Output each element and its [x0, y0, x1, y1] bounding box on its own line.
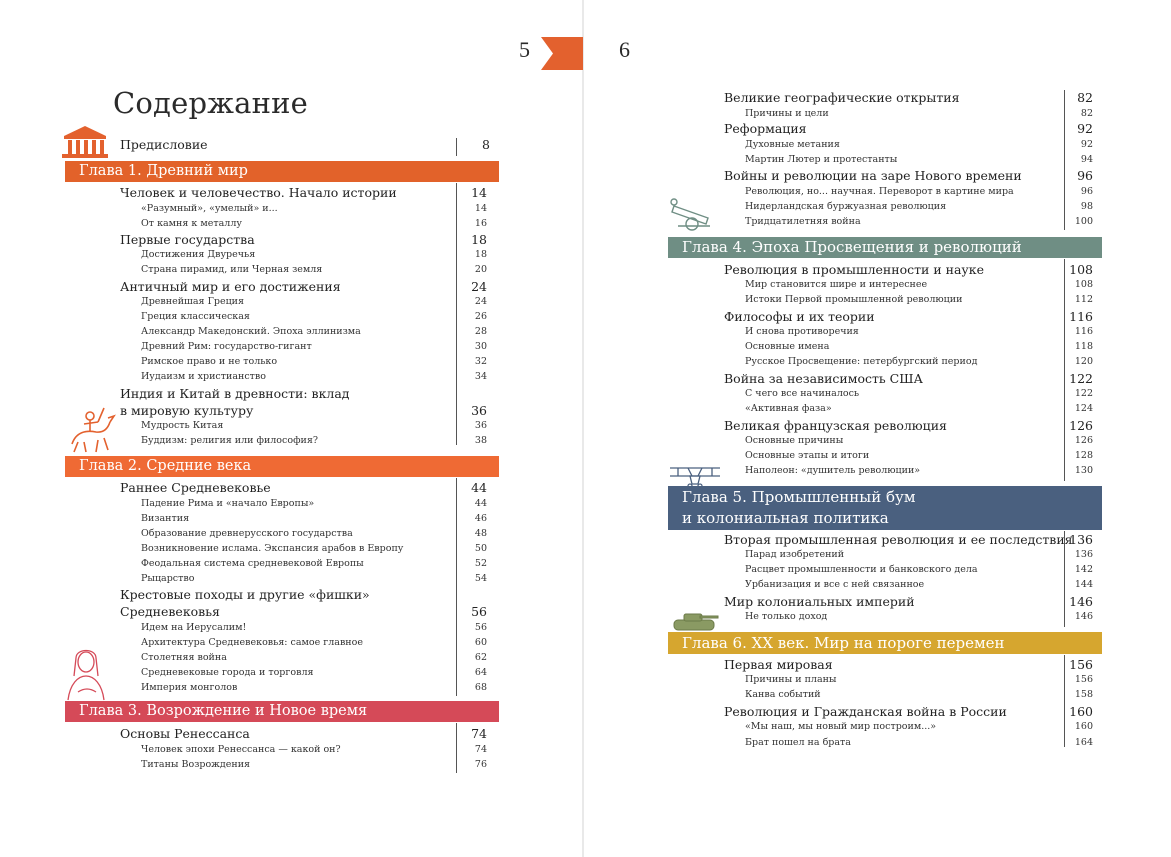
- entry-page: 48: [474, 528, 487, 539]
- entry-title: Революция в промышленности и науке: [724, 262, 984, 277]
- entry-page: 34: [474, 371, 487, 382]
- chapter-title-line-1: Глава 5. Промышленный бум: [682, 488, 916, 506]
- entry-title: Нидерландская буржуазная революция: [745, 201, 947, 212]
- entry-title: Средневековые города и торговля: [141, 667, 314, 678]
- entry-title: Революция и Гражданская война в России: [724, 704, 1007, 719]
- entry-page: 112: [1074, 294, 1093, 305]
- chapter-title-line-2: и колониальная политика: [682, 509, 889, 527]
- entry-title: Первые государства: [120, 232, 255, 247]
- entry-title: Основные этапы и итоги: [745, 450, 870, 461]
- entry-title: Достижения Двуречья: [141, 249, 256, 260]
- entry-title: Урбанизация и все с ней связанное: [745, 579, 925, 590]
- entry-title: Не только доход: [745, 611, 828, 622]
- entry-title: Причины и планы: [745, 674, 837, 685]
- entry-title: Мудрость Китая: [141, 420, 224, 431]
- entry-title: Война за независимость США: [724, 371, 923, 386]
- entry-title: Феодальная система средневековой Европы: [141, 558, 364, 569]
- entry-title: Возникновение ислама. Экспансия арабов в Европу: [141, 543, 404, 554]
- entry-title: Крестовые походы и другие «фишки»: [120, 587, 370, 602]
- entry-title: Парад изобретений: [745, 549, 845, 560]
- horseman-icon: [64, 404, 116, 454]
- entry-title: Столетняя война: [141, 652, 227, 663]
- entry-page: 20: [474, 264, 487, 275]
- entry-page: 130: [1074, 465, 1093, 476]
- entry-page: 118: [1074, 341, 1093, 352]
- page-number-left: 5: [519, 37, 530, 62]
- entry-page: 136: [1074, 549, 1093, 560]
- divider: [456, 138, 457, 156]
- entry-title: И снова противоречия: [745, 326, 859, 337]
- entry-title: Индия и Китай в древности: вклад: [120, 386, 350, 401]
- entry-title: Основные имена: [745, 341, 830, 352]
- entry-page: 144: [1074, 579, 1093, 590]
- entry-title: Иудаизм и христианство: [141, 371, 266, 382]
- entry-title: Основные причины: [745, 435, 844, 446]
- chapter-5-heading[interactable]: [668, 486, 1102, 530]
- entry-page: 92: [1080, 139, 1093, 150]
- entry-page: 14: [474, 203, 487, 214]
- entry-title: Революция, но... научная. Переворот в картине мира: [745, 186, 1014, 197]
- entry-title: Тридцатилетняя война: [745, 216, 861, 227]
- entry-title: Основы Ренессанса: [120, 726, 250, 741]
- entry-title: Вторая промышленная революция и ее последствия: [724, 532, 1073, 547]
- entry-page: 146: [1069, 594, 1093, 609]
- entry-page: 62: [474, 652, 487, 663]
- entry-page: 38: [474, 435, 487, 446]
- entry-title: «Мы наш, мы новый мир построим...»: [745, 721, 937, 732]
- chapter-2-heading[interactable]: [65, 456, 499, 477]
- entry-title: Византия: [141, 513, 190, 524]
- entry-page: 122: [1074, 388, 1093, 399]
- entry-title: Древнейшая Греция: [141, 296, 244, 307]
- entry-title: Римское право и не только: [141, 356, 278, 367]
- mona-lisa-icon: [64, 646, 108, 702]
- entry-page: 156: [1069, 657, 1093, 672]
- entry-title: «Активная фаза»: [745, 403, 832, 414]
- entry-page: 26: [474, 311, 487, 322]
- chapter-3-heading[interactable]: [65, 701, 499, 722]
- entry-title: Мир колониальных империй: [724, 594, 915, 609]
- entry-title: С чего все начиналось: [745, 388, 860, 399]
- entry-title: Реформация: [724, 121, 807, 136]
- entry-title: Наполеон: «душитель революции»: [745, 465, 921, 476]
- entry-page: 82: [1080, 108, 1093, 119]
- entry-page: 74: [471, 726, 487, 741]
- chapter-title: Глава 4. Эпоха Просвещения и революций: [682, 238, 1022, 256]
- entry-page: 44: [471, 480, 487, 495]
- entry-title: Человек и человечество. Начало истории: [120, 185, 397, 200]
- entry-page: 120: [1074, 356, 1093, 367]
- entry-title: Страна пирамид, или Черная земля: [141, 264, 323, 275]
- right-page: [584, 0, 1171, 857]
- entry-page: 122: [1069, 371, 1093, 386]
- entry-title: в мировую культуру: [120, 403, 254, 418]
- entry-page: 126: [1074, 435, 1093, 446]
- entry-title: Первая мировая: [724, 657, 833, 672]
- chapter-title: Глава 6. XX век. Мир на пороге перемен: [682, 634, 1005, 652]
- entry-page: 46: [474, 513, 487, 524]
- entry-page: 98: [1080, 201, 1093, 212]
- chapter-title: Глава 3. Возрождение и Новое время: [79, 703, 368, 719]
- entry-page: 32: [474, 356, 487, 367]
- entry-page: 52: [474, 558, 487, 569]
- entry-page: 116: [1074, 326, 1093, 337]
- entry-page: 24: [474, 296, 487, 307]
- entry-title: Буддизм: религия или философия?: [141, 435, 318, 446]
- entry-page: 44: [474, 498, 487, 509]
- entry-title: Расцвет промышленности и банковского дела: [745, 564, 978, 575]
- entry-title: Рыцарство: [141, 573, 195, 584]
- left-page: [0, 0, 582, 857]
- entry-page: 28: [474, 326, 487, 337]
- entry-page: 74: [474, 744, 487, 755]
- entry-title: Истоки Первой промышленной революции: [745, 294, 963, 305]
- entry-title: От камня к металлу: [141, 218, 242, 229]
- entry-title: Великая французская революция: [724, 418, 947, 433]
- entry-title: Русское Просвещение: петербургский период: [745, 356, 978, 367]
- entry-title: Империя монголов: [141, 682, 238, 693]
- entry-title: Архитектура Средневековья: самое главное: [141, 637, 363, 648]
- entry-page: 142: [1074, 564, 1093, 575]
- entry-title: Идем на Иерусалим!: [141, 622, 247, 633]
- entry-page: 116: [1069, 309, 1093, 324]
- entry-page: 82: [1077, 90, 1093, 105]
- entry-title: Раннее Средневековье: [120, 480, 271, 495]
- entry-page: 60: [474, 637, 487, 648]
- chapter-title: Глава 2. Средние века: [79, 458, 252, 474]
- entry-page: 30: [474, 341, 487, 352]
- entry-page: 164: [1074, 737, 1093, 748]
- entry-page: 96: [1080, 186, 1093, 197]
- entry-title: Александр Македонский. Эпоха эллинизма: [141, 326, 361, 337]
- entry-page: 94: [1080, 154, 1093, 165]
- chapter-title: Глава 1. Древний мир: [79, 163, 248, 179]
- entry-page: 108: [1074, 279, 1093, 290]
- entry-page: 54: [474, 573, 487, 584]
- entry-page: 8: [482, 137, 490, 152]
- chapter-6-heading[interactable]: [668, 632, 1102, 654]
- page-number-right: 6: [619, 37, 630, 62]
- entry-title: Образование древнерусского государства: [141, 528, 353, 539]
- entry-title: Духовные метания: [745, 139, 840, 150]
- entry-title: Падение Рима и «начало Европы»: [141, 498, 315, 509]
- entry-page: 136: [1069, 532, 1093, 547]
- page-title: Содержание: [113, 86, 309, 120]
- entry-page: 18: [471, 232, 487, 247]
- page-number-tab: [541, 37, 583, 70]
- entry-title: Греция классическая: [141, 311, 250, 322]
- entry-page: 36: [471, 403, 487, 418]
- entry-page: 16: [474, 218, 487, 229]
- entry-page: 160: [1069, 704, 1093, 719]
- entry-page: 160: [1074, 721, 1093, 732]
- temple-icon: [60, 124, 110, 160]
- entry-title: Мир становится шире и интереснее: [745, 279, 928, 290]
- entry-title: Причины и цели: [745, 108, 829, 119]
- entry-page: 18: [474, 249, 487, 260]
- entry-page: 146: [1074, 611, 1093, 622]
- entry-title: Философы и их теории: [724, 309, 875, 324]
- chapter-1-heading[interactable]: [65, 161, 499, 182]
- entry-page: 36: [474, 420, 487, 431]
- entry-page: 56: [471, 604, 487, 619]
- entry-page: 124: [1074, 403, 1093, 414]
- entry-page: 92: [1077, 121, 1093, 136]
- entry-title: Канва событий: [745, 689, 821, 700]
- entry-page: 24: [471, 279, 487, 294]
- entry-page: 14: [471, 185, 487, 200]
- entry-page: 56: [474, 622, 487, 633]
- entry-page: 64: [474, 667, 487, 678]
- entry-page: 128: [1074, 450, 1093, 461]
- entry-title: Брат пошел на брата: [745, 737, 851, 748]
- entry-title: Мартин Лютер и протестанты: [745, 154, 898, 165]
- entry-page: 158: [1074, 689, 1093, 700]
- biplane-icon: [668, 462, 722, 488]
- entry-page: 96: [1077, 168, 1093, 183]
- entry-page: 108: [1069, 262, 1093, 277]
- entry-title: Предисловие: [120, 137, 208, 152]
- cannon-icon: [668, 196, 716, 232]
- entry-title: Человек эпохи Ренессанса — какой он?: [141, 744, 341, 755]
- chapter-4-heading[interactable]: [668, 237, 1102, 258]
- toc-entry-preface[interactable]: [120, 137, 490, 153]
- entry-page: 76: [474, 759, 487, 770]
- entry-page: 156: [1074, 674, 1093, 685]
- entry-page: 126: [1069, 418, 1093, 433]
- entry-page: 68: [474, 682, 487, 693]
- entry-title: Войны и революции на заре Нового времени: [724, 168, 1022, 183]
- entry-title: Средневековья: [120, 604, 220, 619]
- entry-page: 50: [474, 543, 487, 554]
- entry-title: Древний Рим: государство-гигант: [141, 341, 312, 352]
- entry-title: Античный мир и его достижения: [120, 279, 341, 294]
- tank-icon: [668, 608, 722, 634]
- entry-title: «Разумный», «умелый» и...: [141, 203, 278, 214]
- entry-title: Титаны Возрождения: [141, 759, 251, 770]
- entry-page: 100: [1074, 216, 1093, 227]
- entry-title: Великие географические открытия: [724, 90, 960, 105]
